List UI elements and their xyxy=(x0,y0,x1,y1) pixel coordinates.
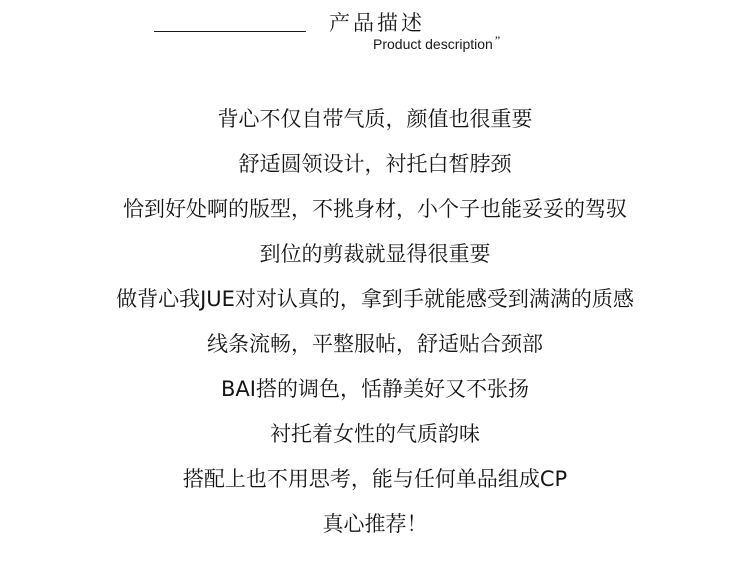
description-line: 做背心我JUE对对认真的，拿到手就能感受到满满的质感 xyxy=(116,287,634,311)
description-line: 真心推荐！ xyxy=(322,512,428,536)
description-line: 恰到好处啊的版型，不挑身材，小个子也能妥妥的驾驭 xyxy=(123,197,627,221)
description-line: 搭配上也不用思考，能与任何单品组成CP xyxy=(182,467,568,491)
section-subtitle-text: Product description xyxy=(373,36,493,52)
description-line: 线条流畅，平整服帖，舒适贴合颈部 xyxy=(207,332,543,356)
description-line: 衬托着女性的气质韵味 xyxy=(270,422,480,446)
description-text-block xyxy=(0,97,750,547)
section-subtitle xyxy=(373,33,501,53)
description-line: 舒适圆领设计，衬托白皙脖颈 xyxy=(238,152,512,176)
header-divider-line xyxy=(154,31,306,32)
section-title: 产品描述 xyxy=(329,11,425,35)
description-line: 背心不仅自带气质，颜值也很重要 xyxy=(217,107,533,131)
description-line: 到位的剪裁就显得很重要 xyxy=(259,242,491,266)
description-line: BAI搭的调色，恬静美好又不张扬 xyxy=(221,377,529,401)
subtitle-quote-mark: ” xyxy=(494,33,501,47)
